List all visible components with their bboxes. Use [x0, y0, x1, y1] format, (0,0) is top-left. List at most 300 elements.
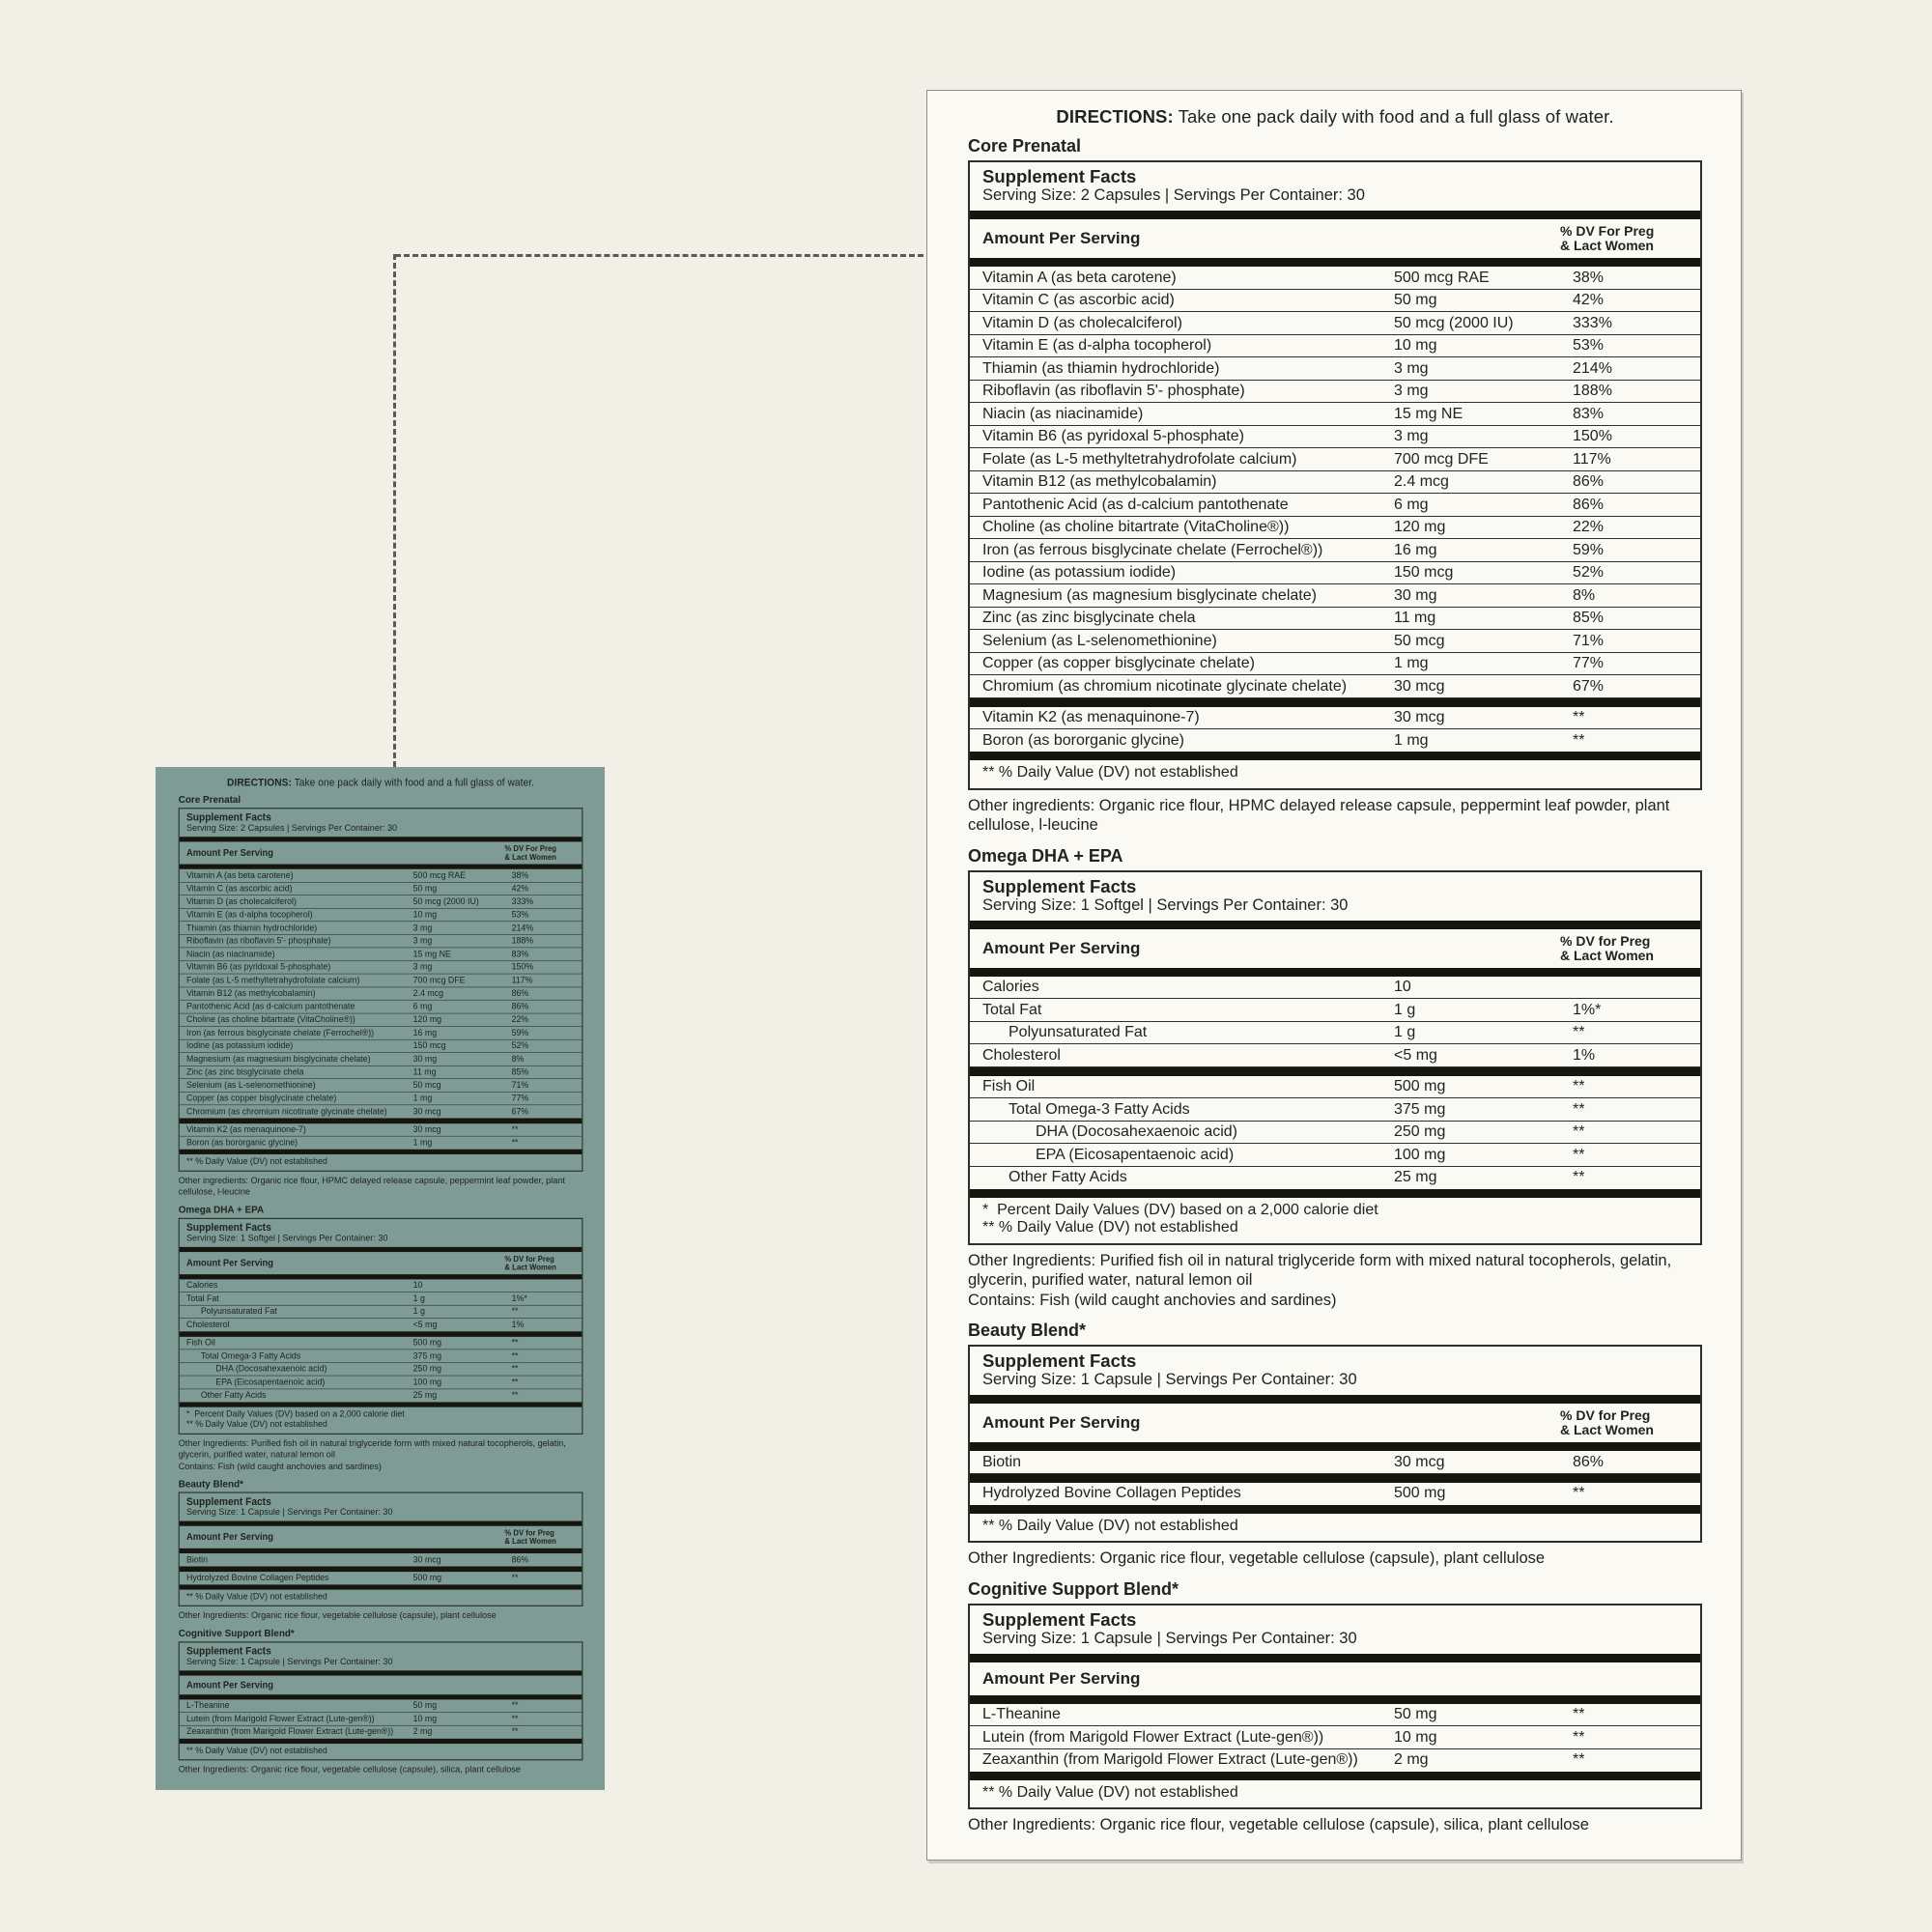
dv-header [504, 844, 575, 861]
facts-title: Supplement Facts [982, 1350, 1137, 1371]
nutrient-amount: 150 mcg [1394, 564, 1454, 581]
directions-text: Take one pack daily with food and a full glass of water. [1178, 106, 1614, 127]
nutrient-amount: 10 mg [412, 1714, 438, 1723]
nutrient-row [970, 539, 1700, 562]
nutrient-name: Iodine (as potassium iodide) [982, 564, 1177, 581]
nutrient-amount: 16 mg [1394, 541, 1437, 558]
amount-per-serving-label: Amount Per Serving [185, 1679, 273, 1690]
nutrient-amount: 1 mg [1394, 655, 1429, 671]
divider-bar [970, 921, 1700, 929]
directions-label: DIRECTIONS: [227, 776, 292, 788]
nutrient-dv: ** [511, 1306, 519, 1317]
nutrient-name: Niacin (as niacinamide) [185, 949, 275, 959]
divider-bar [970, 258, 1700, 267]
nutrient-name: Boron (as bororganic glycine) [982, 731, 1184, 749]
nutrient-name: DHA (Docosahexaenoic acid) [215, 1364, 327, 1375]
nutrient-row [970, 1122, 1700, 1145]
nutrient-dv: 214% [1573, 359, 1612, 377]
other-ingredients-line: Other Ingredients: Organic rice flour, vegetable cellulose (capsule), plant cellulose [178, 1609, 497, 1621]
nutrient-amount: 3 mg [1394, 428, 1429, 444]
other-ingredients [968, 1815, 1702, 1835]
nutrient-name: Magnesium (as magnesium bisglycinate chelate) [185, 1054, 371, 1065]
supplement-panel [156, 767, 605, 1790]
nutrient-row [970, 448, 1700, 471]
nutrient-dv: ** [511, 1364, 519, 1375]
nutrient-amount: 120 mg [412, 1014, 442, 1025]
nutrient-amount: 30 mg [412, 1054, 438, 1065]
nutrient-name: Iron (as ferrous bisglycinate chelate (Ferrochel®)) [185, 1028, 375, 1037]
nutrient-rows [970, 267, 1700, 752]
nutrient-dv: 86% [511, 988, 529, 999]
nutrient-dv: 150% [1573, 428, 1612, 444]
facts-table [179, 1492, 583, 1605]
facts-table [179, 808, 583, 1171]
nutrient-dv: ** [511, 1714, 519, 1723]
nutrient-amount: 11 mg [412, 1066, 437, 1077]
nutrient-dv: 1%* [1573, 1001, 1602, 1018]
nutrient-amount: 3 mg [412, 923, 433, 933]
nutrient-dv: ** [1573, 1024, 1585, 1040]
nutrient-amount: 150 mcg [412, 1040, 446, 1051]
nutrient-dv: 52% [1573, 564, 1605, 581]
nutrient-amount: 30 mcg [412, 1106, 441, 1117]
facts-title: Supplement Facts [982, 1608, 1137, 1630]
footnote-line: ** % Daily Value (DV) not established [982, 1783, 1238, 1801]
nutrient-name: Copper (as copper bisglycinate chelate) [982, 655, 1255, 671]
nutrient-row [970, 675, 1700, 698]
nutrient-row [180, 895, 582, 909]
nutrient-name: Vitamin B6 (as pyridoxal 5-phosphate) [185, 962, 331, 973]
amount-header-row [970, 1404, 1700, 1442]
nutrient-dv: 85% [1573, 610, 1605, 626]
divider-bar [970, 698, 1700, 707]
facts-head [180, 1642, 582, 1670]
other-ingredients [179, 1609, 583, 1621]
nutrient-amount: 50 mcg [1394, 632, 1445, 649]
section-title: Beauty Blend* [178, 1478, 243, 1490]
nutrient-name: Vitamin K2 (as menaquinone-7) [185, 1124, 306, 1135]
footnotes [970, 1514, 1700, 1542]
nutrient-row [970, 471, 1700, 495]
nutrient-name: Calories [982, 979, 1039, 995]
nutrient-row [180, 1305, 582, 1319]
dv-header-line1: % DV For Preg [1560, 223, 1655, 239]
nutrient-name: Polyunsaturated Fat [200, 1306, 277, 1317]
nutrient-dv: 53% [511, 909, 529, 920]
nutrient-row [970, 403, 1700, 426]
nutrient-amount: 500 mcg RAE [1394, 269, 1490, 286]
serving-line: Serving Size: 2 Capsules | Servings Per Container: 30 [185, 822, 398, 834]
footnote-line: ** % Daily Value (DV) not established [982, 1517, 1238, 1534]
nutrient-amount: 16 mg [412, 1028, 438, 1037]
footnote-line: * Percent Daily Values (DV) based on a 2,000 calorie diet [982, 1201, 1378, 1218]
nutrient-dv: ** [1573, 1078, 1585, 1094]
dv-header [504, 1255, 575, 1271]
nutrient-dv: 67% [1573, 677, 1605, 695]
facts-title: Supplement Facts [185, 1494, 271, 1508]
nutrient-row [970, 653, 1700, 676]
nutrient-name: Zinc (as zinc bisglycinate chela [185, 1066, 304, 1077]
nutrient-name: Polyunsaturated Fat [1009, 1024, 1148, 1040]
facts-title: Supplement Facts [185, 810, 271, 823]
nutrient-amount: 30 mcg [412, 1554, 441, 1565]
nutrient-dv: ** [1573, 1146, 1585, 1163]
facts-head [180, 1493, 582, 1521]
nutrient-row [970, 517, 1700, 540]
nutrient-row [970, 1022, 1700, 1045]
nutrient-amount: 120 mg [1394, 519, 1446, 535]
amount-header-row [180, 1675, 582, 1694]
nutrient-amount: 10 mg [412, 909, 438, 920]
nutrient-amount: 10 mg [1394, 337, 1437, 354]
nutrient-row [180, 1389, 582, 1402]
footnote-line: ** % Daily Value (DV) not established [185, 1419, 327, 1430]
other-ingredients-line: Other Ingredients: Organic rice flour, vegetable cellulose (capsule), silica, plant cellulose [178, 1764, 521, 1775]
nutrient-row [180, 922, 582, 935]
nutrient-amount: 25 mg [1394, 1169, 1437, 1186]
nutrient-row [970, 1483, 1700, 1505]
nutrient-row [180, 1376, 582, 1389]
footnotes [970, 1198, 1700, 1243]
section-title: Omega DHA + EPA [178, 1204, 265, 1215]
nutrient-dv: 8% [1573, 586, 1596, 604]
footnotes [970, 1780, 1700, 1808]
section-title: Cognitive Support Blend* [968, 1578, 1179, 1599]
nutrient-row [970, 1167, 1700, 1189]
nutrient-dv: ** [511, 1124, 519, 1135]
nutrient-dv: 77% [1573, 655, 1605, 671]
nutrient-dv: 85% [511, 1066, 529, 1077]
other-ingredients [179, 1764, 583, 1776]
nutrient-name: Selenium (as L-selenomethionine) [185, 1080, 316, 1091]
dv-header [1560, 1408, 1688, 1437]
other-ingredients-line: Other ingredients: Organic rice flour, HPMC delayed release capsule, peppermint leaf powder, plant cellulose, l-leucine [178, 1175, 565, 1197]
divider-bar [970, 1474, 1700, 1483]
nutrient-dv: 214% [511, 923, 534, 933]
nutrient-dv: ** [511, 1573, 519, 1583]
nutrient-row [180, 869, 582, 883]
nutrient-name: Zeaxanthin (from Marigold Flower Extract (Lute-gen®)) [982, 1751, 1358, 1769]
nutrient-dv: 77% [511, 1093, 529, 1103]
nutrient-dv: 150% [511, 962, 534, 973]
nutrient-name: Vitamin C (as ascorbic acid) [185, 883, 293, 894]
divider-bar [970, 1695, 1700, 1704]
nutrient-row [970, 584, 1700, 608]
nutrient-amount: 25 mg [412, 1390, 438, 1401]
nutrient-row [970, 608, 1700, 631]
nutrient-row [180, 1053, 582, 1066]
nutrient-amount: 2 mg [1394, 1751, 1429, 1769]
dv-header [1560, 934, 1688, 963]
nutrient-row [970, 1704, 1700, 1727]
facts-title: Supplement Facts [185, 1644, 271, 1657]
nutrient-name: Hydrolyzed Bovine Collagen Peptides [185, 1573, 329, 1583]
directions-line [179, 777, 583, 789]
other-ingredients-line: Other ingredients: Organic rice flour, HPMC delayed release capsule, peppermint leaf powder, plant cellulose, l-leucine [968, 796, 1670, 834]
nutrient-row [180, 1572, 582, 1584]
facts-head [180, 809, 582, 837]
other-ingredients-line: Contains: Fish (wild caught anchovies and sardines) [968, 1291, 1337, 1309]
nutrient-row [970, 1044, 1700, 1067]
nutrient-row [970, 1451, 1700, 1474]
nutrient-amount: 3 mg [412, 962, 433, 973]
nutrient-row [970, 335, 1700, 358]
nutrient-dv: 71% [511, 1080, 529, 1091]
nutrient-row [970, 1726, 1700, 1749]
nutrient-dv: 67% [511, 1106, 529, 1117]
nutrient-amount: 1 g [1394, 1001, 1416, 1018]
supplement-section [179, 1478, 583, 1621]
nutrient-row [180, 987, 582, 1001]
nutrient-dv: 1%* [511, 1293, 527, 1303]
nutrient-name: Vitamin C (as ascorbic acid) [982, 292, 1175, 308]
nutrient-amount: 1 g [412, 1293, 425, 1303]
product-label-mini [156, 767, 605, 1790]
facts-table [179, 1218, 583, 1435]
footnote-line: ** % Daily Value (DV) not established [185, 1156, 327, 1167]
facts-head [970, 1605, 1700, 1654]
nutrient-dv: 188% [511, 936, 534, 946]
nutrient-row [970, 707, 1700, 730]
nutrient-name: Chromium (as chromium nicotinate glycinate chelate) [185, 1106, 387, 1117]
directions-label: DIRECTIONS: [1056, 106, 1174, 127]
divider-bar [970, 1189, 1700, 1198]
footnote-line: ** % Daily Value (DV) not established [185, 1746, 327, 1755]
serving-line: Serving Size: 1 Capsule | Servings Per Container: 30 [982, 1629, 1357, 1647]
nutrient-dv: 117% [1573, 450, 1611, 468]
nutrient-amount: 250 mg [412, 1364, 442, 1375]
facts-table [179, 1641, 583, 1760]
amount-per-serving-label: Amount Per Serving [982, 229, 1141, 247]
directions-text: Take one pack daily with food and a full glass of water. [294, 776, 535, 788]
nutrient-row [970, 267, 1700, 290]
nutrient-row [180, 1079, 582, 1093]
section-title: Beauty Blend* [968, 1321, 1087, 1340]
nutrient-dv: ** [1573, 1728, 1585, 1746]
supplement-section [179, 794, 583, 1198]
amount-per-serving-label: Amount Per Serving [982, 938, 1141, 957]
nutrient-dv: 42% [1573, 292, 1605, 308]
nutrient-row [970, 562, 1700, 585]
nutrient-row [970, 1144, 1700, 1167]
supplement-panel [926, 90, 1742, 1861]
nutrient-row [180, 1725, 582, 1738]
nutrient-row [180, 974, 582, 987]
amount-header-row [970, 219, 1700, 258]
nutrient-name: Biotin [185, 1554, 209, 1565]
nutrient-amount: 1 mg [412, 1138, 433, 1148]
nutrient-name: Fish Oil [982, 1078, 1036, 1094]
nutrient-dv: 117% [511, 975, 533, 985]
serving-line: Serving Size: 1 Softgel | Servings Per Container: 30 [982, 895, 1349, 914]
nutrient-amount: 1 g [412, 1306, 425, 1317]
nutrient-rows [970, 1704, 1700, 1772]
nutrient-row [180, 1065, 582, 1079]
nutrient-dv: ** [511, 1726, 519, 1737]
nutrient-name: Vitamin A (as beta carotene) [982, 269, 1177, 286]
nutrient-dv: 38% [1573, 269, 1605, 286]
nutrient-rows [180, 1279, 582, 1402]
nutrient-dv: 86% [511, 1001, 529, 1011]
serving-line: Serving Size: 1 Capsule | Servings Per Container: 30 [185, 1507, 393, 1518]
divider-bar [970, 1067, 1700, 1076]
supplement-section [968, 1579, 1702, 1835]
footnotes [970, 760, 1700, 788]
nutrient-name: Zinc (as zinc bisglycinate chela [982, 610, 1196, 626]
nutrient-name: Lutein (from Marigold Flower Extract (Lute-gen®)) [185, 1714, 375, 1723]
nutrient-dv: ** [511, 1138, 519, 1148]
nutrient-name: EPA (Eicosapentaenoic acid) [1036, 1146, 1235, 1163]
nutrient-name: Vitamin B12 (as methylcobalamin) [185, 988, 316, 999]
dv-header [1560, 224, 1688, 253]
other-ingredients [179, 1437, 583, 1472]
other-ingredients-line: Other Ingredients: Organic rice flour, vegetable cellulose (capsule), silica, plant cellulose [968, 1816, 1589, 1833]
dv-header-line1: % DV for Preg [1560, 1407, 1651, 1423]
nutrient-amount: 500 mg [412, 1573, 442, 1583]
other-ingredients [968, 1251, 1702, 1311]
nutrient-name: Choline (as choline bitartrate (VitaCholine®)) [982, 519, 1290, 535]
divider-bar [970, 968, 1700, 977]
nutrient-dv: 86% [511, 1554, 529, 1565]
nutrient-row [180, 1000, 582, 1013]
amount-per-serving-label: Amount Per Serving [185, 1257, 273, 1268]
facts-head [970, 1347, 1700, 1395]
nutrient-name: Niacin (as niacinamide) [982, 405, 1144, 422]
nutrient-name: Riboflavin (as riboflavin 5'- phosphate) [185, 936, 331, 946]
nutrient-name: Vitamin B6 (as pyridoxal 5-phosphate) [982, 428, 1244, 444]
facts-table [968, 1604, 1702, 1810]
nutrient-amount: 3 mg [1394, 383, 1429, 399]
nutrient-row [180, 935, 582, 949]
nutrient-amount: 375 mg [412, 1350, 442, 1361]
other-ingredients [179, 1175, 583, 1198]
serving-line: Serving Size: 1 Capsule | Servings Per Container: 30 [185, 1656, 393, 1667]
nutrient-name: Boron (as bororganic glycine) [185, 1138, 298, 1148]
divider-bar [970, 1395, 1700, 1404]
nutrient-dv: 42% [511, 883, 529, 894]
nutrient-name: L-Theanine [982, 1706, 1061, 1722]
nutrient-name: Total Omega-3 Fatty Acids [1009, 1100, 1190, 1118]
nutrient-amount: 30 mcg [1394, 709, 1445, 725]
other-ingredients [968, 1548, 1702, 1569]
nutrient-dv: 53% [1573, 337, 1605, 354]
footnote-line: ** % Daily Value (DV) not established [185, 1591, 327, 1602]
nutrient-row [970, 494, 1700, 517]
nutrient-row [180, 1553, 582, 1567]
nutrient-dv: 86% [1573, 496, 1605, 513]
nutrient-amount: 6 mg [412, 1001, 433, 1011]
divider-bar [970, 1654, 1700, 1662]
nutrient-row [180, 1123, 582, 1137]
nutrient-dv: 22% [511, 1014, 529, 1025]
nutrient-name: Vitamin E (as d-alpha tocopherol) [185, 909, 313, 920]
nutrient-dv: ** [1573, 709, 1585, 725]
dv-header-line1: % DV for Preg [504, 1254, 554, 1264]
supplement-section [968, 136, 1702, 836]
nutrient-name: Vitamin K2 (as menaquinone-7) [982, 709, 1200, 725]
nutrient-name: Copper (as copper bisglycinate chelate) [185, 1093, 337, 1103]
nutrient-rows [970, 977, 1700, 1189]
nutrient-dv: 22% [1573, 519, 1605, 535]
nutrient-row [180, 908, 582, 922]
nutrient-amount: 1 g [1394, 1024, 1416, 1040]
footnote-line: ** % Daily Value (DV) not established [982, 764, 1238, 781]
nutrient-dv: ** [1573, 1485, 1585, 1502]
divider-bar [970, 1772, 1700, 1780]
nutrient-amount: 30 mcg [1394, 677, 1445, 695]
nutrient-dv: ** [511, 1350, 519, 1361]
nutrient-row [180, 1027, 582, 1040]
dv-header-line2: & Lact Women [1560, 947, 1654, 963]
facts-head [970, 162, 1700, 211]
nutrient-dv: ** [1573, 1123, 1585, 1140]
nutrient-name: Magnesium (as magnesium bisglycinate chelate) [982, 586, 1317, 604]
nutrient-amount: 50 mcg [412, 1080, 441, 1091]
nutrient-amount: 500 mg [1394, 1078, 1446, 1094]
nutrient-dv: 83% [1573, 405, 1605, 422]
nutrient-dv: 333% [1573, 314, 1612, 331]
nutrient-name: DHA (Docosahexaenoic acid) [1036, 1123, 1237, 1140]
nutrient-name: Pantothenic Acid (as d-calcium pantothenate [982, 496, 1289, 513]
nutrient-row [970, 381, 1700, 404]
nutrient-dv: 8% [511, 1054, 525, 1065]
nutrient-amount: 50 mcg (2000 IU) [412, 896, 479, 907]
nutrient-dv: 86% [1573, 1453, 1605, 1470]
nutrient-amount: 50 mg [412, 1700, 438, 1711]
nutrient-amount: 100 mg [412, 1377, 442, 1387]
section-title: Omega DHA + EPA [968, 845, 1123, 866]
amount-header-row [970, 929, 1700, 968]
section-title: Cognitive Support Blend* [178, 1627, 295, 1639]
nutrient-name: Total Fat [185, 1293, 219, 1303]
nutrient-name: Fish Oil [185, 1338, 215, 1348]
nutrient-amount: 375 mg [1394, 1100, 1446, 1118]
facts-table [968, 160, 1702, 790]
nutrient-dv: ** [511, 1338, 519, 1348]
nutrient-amount: 700 mcg DFE [412, 975, 466, 985]
nutrient-name: Other Fatty Acids [200, 1390, 267, 1401]
nutrient-name: Folate (as L-5 methyltetrahydrofolate calcium) [185, 975, 360, 985]
nutrient-name: Hydrolyzed Bovine Collagen Peptides [982, 1485, 1241, 1502]
nutrient-dv: ** [1573, 1751, 1585, 1769]
nutrient-row [180, 1093, 582, 1106]
supplement-section [179, 1204, 583, 1472]
amount-header-row [180, 1252, 582, 1274]
nutrient-row [970, 426, 1700, 449]
nutrient-name: Riboflavin (as riboflavin 5'- phosphate) [982, 383, 1245, 399]
nutrient-name: Iodine (as potassium iodide) [185, 1040, 294, 1051]
nutrient-name: Total Omega-3 Fatty Acids [200, 1350, 301, 1361]
dv-header-line2: & Lact Women [504, 1262, 556, 1271]
nutrient-row [180, 1319, 582, 1332]
other-ingredients-line: Other Ingredients: Purified fish oil in natural triglyceride form with mixed natural tocopherols, gelatin, glycerin, purified water, natural lemon oil [968, 1251, 1672, 1289]
nutrient-dv: ** [1573, 731, 1585, 749]
nutrient-dv: 1% [511, 1320, 525, 1330]
nutrient-name: Selenium (as L-selenomethionine) [982, 632, 1217, 649]
divider-bar [970, 1442, 1700, 1451]
nutrient-name: Vitamin E (as d-alpha tocopherol) [982, 337, 1212, 354]
nutrient-name: Thiamin (as thiamin hydrochloride) [185, 923, 318, 933]
amount-header-row [180, 1526, 582, 1548]
dv-header-line2: & Lact Women [504, 1536, 556, 1546]
supplement-section [968, 846, 1702, 1311]
zoom-panel [926, 90, 1742, 1861]
nutrient-amount: 2.4 mcg [412, 988, 444, 999]
facts-title: Supplement Facts [185, 1220, 271, 1234]
directions-line [968, 106, 1702, 128]
nutrient-amount: 11 mg [1394, 610, 1436, 626]
nutrient-dv: 1% [1573, 1046, 1596, 1064]
